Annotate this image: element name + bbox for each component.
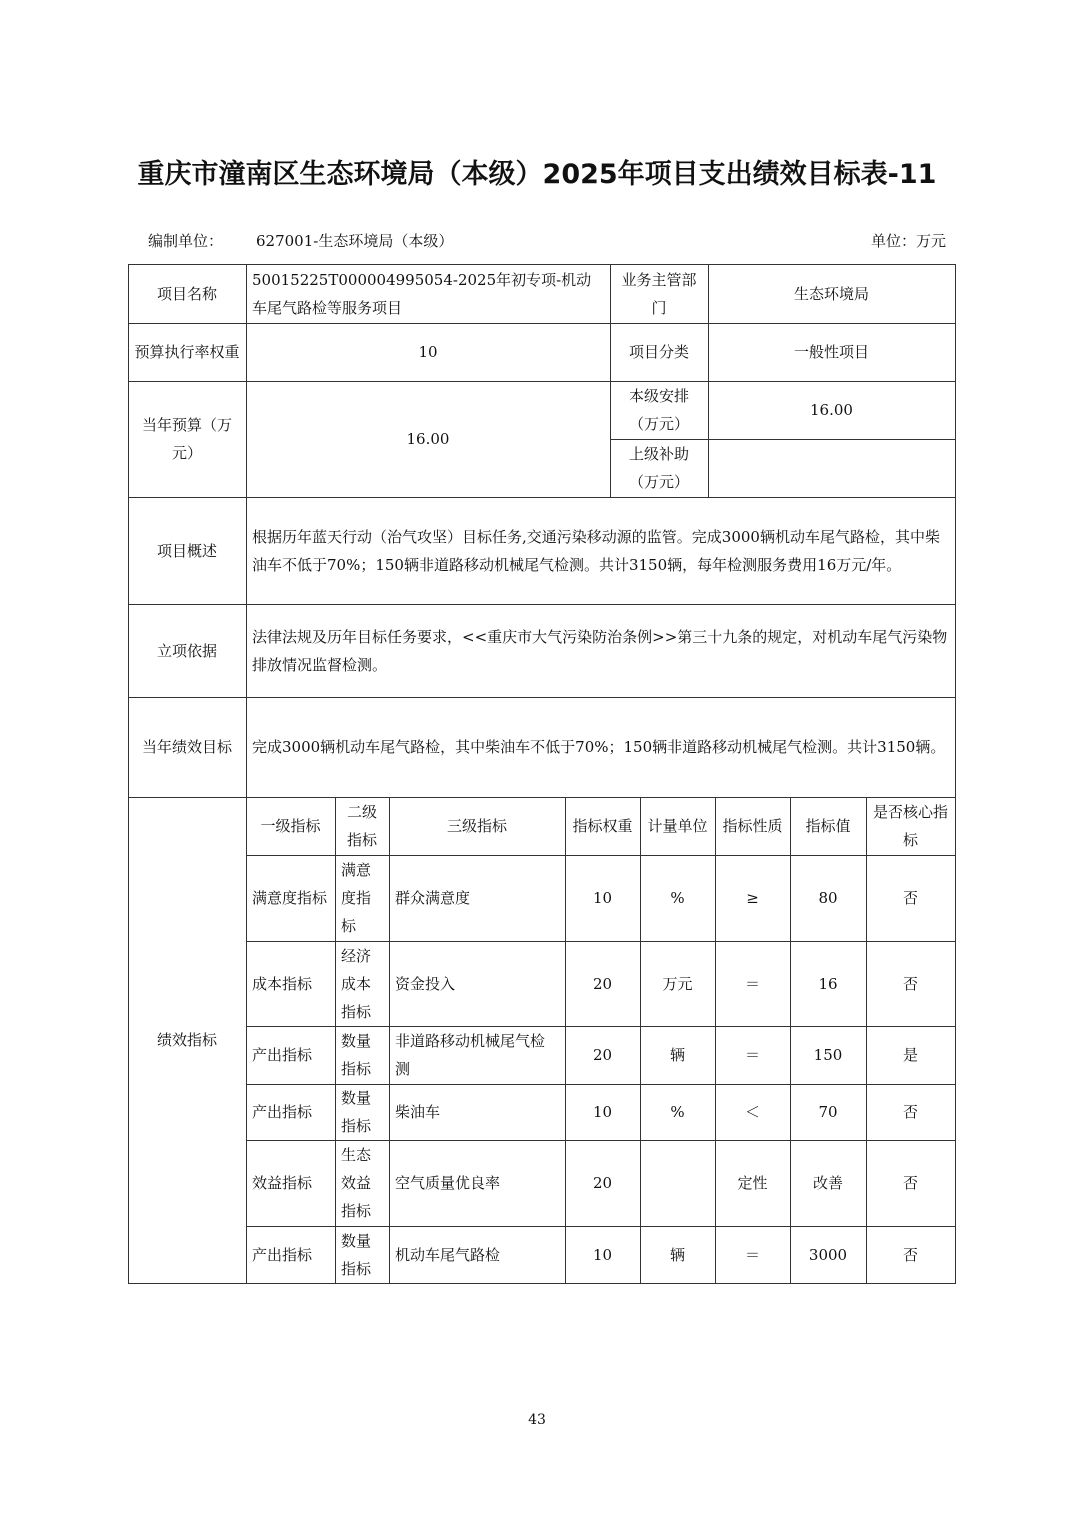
table-cell-text: 万元 bbox=[662, 974, 693, 993]
table-cell bbox=[246, 855, 335, 941]
table-cell-text: 效益指标 bbox=[252, 1174, 313, 1192]
project-name-label bbox=[128, 264, 246, 323]
column-header-text: 是否核心指标 bbox=[872, 803, 948, 849]
table-cell bbox=[715, 1140, 790, 1226]
table-cell-text: 柴油车 bbox=[395, 1103, 441, 1121]
category-label bbox=[610, 323, 708, 381]
table-cell-text: ＝ bbox=[744, 1046, 760, 1064]
table-cell bbox=[866, 1140, 955, 1226]
table-cell-text: 辆 bbox=[669, 1245, 685, 1264]
table-border bbox=[128, 1283, 956, 1284]
table-cell bbox=[246, 941, 335, 1026]
overview-label bbox=[128, 497, 246, 604]
perf-label-text: 绩效指标 bbox=[156, 1031, 217, 1049]
project-name-label-text: 项目名称 bbox=[156, 284, 217, 303]
table-cell-text: 否 bbox=[902, 974, 918, 993]
budget-value bbox=[246, 381, 610, 497]
column-header bbox=[790, 797, 866, 855]
overview-label-text: 项目概述 bbox=[156, 541, 217, 560]
table-cell-text: 辆 bbox=[669, 1046, 685, 1064]
goal-value bbox=[246, 697, 955, 797]
table-cell bbox=[246, 1140, 335, 1226]
table-cell-text: ＜ bbox=[744, 1103, 760, 1121]
table-cell bbox=[565, 1026, 640, 1084]
table-border bbox=[955, 264, 956, 1284]
table-cell bbox=[335, 1084, 389, 1140]
table-cell bbox=[715, 855, 790, 941]
column-header bbox=[715, 797, 790, 855]
table-cell-text: 机动车尾气路检 bbox=[395, 1245, 501, 1264]
column-header bbox=[389, 797, 565, 855]
table-cell bbox=[715, 1026, 790, 1084]
page-title: 重庆市潼南区生态环境局（本级）2025年项目支出绩效目标表-11 bbox=[137, 159, 937, 190]
table-cell-text: ＝ bbox=[744, 1245, 760, 1264]
basis-label-text: 立项依据 bbox=[156, 641, 217, 660]
column-header-text: 三级指标 bbox=[446, 817, 507, 835]
column-header-text: 指标性质 bbox=[722, 817, 783, 835]
table-cell-text: 否 bbox=[902, 1245, 918, 1264]
table-cell bbox=[640, 1226, 715, 1283]
table-cell-text: ≥ bbox=[746, 889, 759, 907]
table-cell-text: 定性 bbox=[737, 1174, 768, 1192]
budget-label-text: 当年预算（万元） bbox=[141, 416, 232, 462]
table-cell bbox=[640, 1140, 715, 1226]
table-cell bbox=[389, 855, 565, 941]
table-cell bbox=[790, 1084, 866, 1140]
weight-label bbox=[128, 323, 246, 381]
table-cell bbox=[866, 1084, 955, 1140]
table-cell bbox=[246, 1084, 335, 1140]
table-cell-text: 产出指标 bbox=[252, 1046, 313, 1064]
table-cell-text: 生态效益指标 bbox=[341, 1146, 372, 1220]
table-cell bbox=[389, 1140, 565, 1226]
table-cell bbox=[335, 1026, 389, 1084]
basis-value bbox=[246, 604, 955, 697]
table-cell-text: 150 bbox=[813, 1046, 843, 1064]
table-cell-text: 否 bbox=[902, 889, 918, 907]
upper-label-text: 上级补助（万元） bbox=[628, 445, 689, 491]
table-cell-text: 20 bbox=[592, 1046, 613, 1064]
local-value bbox=[708, 381, 955, 439]
table-cell bbox=[866, 941, 955, 1026]
table-cell-text: 数量指标 bbox=[341, 1089, 372, 1135]
table-cell-text: 满意度指标 bbox=[252, 889, 328, 907]
column-header-text: 二级指标 bbox=[346, 803, 377, 849]
table-cell bbox=[640, 1084, 715, 1140]
table-cell-text: 资金投入 bbox=[395, 974, 456, 993]
table-cell bbox=[389, 1026, 565, 1084]
unit-label: 编制单位： bbox=[148, 232, 224, 250]
column-header bbox=[335, 797, 389, 855]
table-cell-text: 经济成本指标 bbox=[341, 946, 372, 1021]
category-label-text: 项目分类 bbox=[628, 343, 689, 361]
table-cell-text: 3000 bbox=[808, 1245, 848, 1264]
table-cell bbox=[389, 1084, 565, 1140]
upper-value bbox=[708, 439, 955, 497]
dept-label-text: 业务主管部门 bbox=[621, 270, 697, 317]
table-cell bbox=[565, 941, 640, 1026]
dept-value-text: 生态环境局 bbox=[793, 284, 869, 303]
table-cell bbox=[389, 1226, 565, 1283]
table-cell bbox=[866, 855, 955, 941]
table-cell bbox=[640, 855, 715, 941]
table-cell bbox=[715, 1084, 790, 1140]
dept-label bbox=[610, 264, 708, 323]
table-cell bbox=[335, 855, 389, 941]
weight-value-text: 10 bbox=[418, 343, 438, 361]
local-label-text: 本级安排（万元） bbox=[628, 387, 689, 433]
table-cell-text: 满意度指标 bbox=[341, 861, 372, 935]
budget-value-text: 16.00 bbox=[406, 430, 450, 448]
goal-label-text: 当年绩效目标 bbox=[141, 738, 232, 756]
category-value bbox=[708, 323, 955, 381]
table-cell bbox=[640, 1026, 715, 1084]
column-header bbox=[640, 797, 715, 855]
goal-label bbox=[128, 697, 246, 797]
page-number: 43 bbox=[528, 1412, 546, 1428]
table-cell bbox=[790, 1026, 866, 1084]
table-cell-text: 70 bbox=[818, 1103, 838, 1121]
table-cell-text: 10 bbox=[592, 1103, 613, 1121]
column-header bbox=[866, 797, 955, 855]
table-cell-text: 80 bbox=[818, 889, 838, 907]
table-cell bbox=[565, 855, 640, 941]
table-cell bbox=[790, 1140, 866, 1226]
category-value-text: 一般性项目 bbox=[793, 343, 869, 361]
table-cell bbox=[246, 1226, 335, 1283]
table-cell bbox=[790, 855, 866, 941]
table-cell bbox=[335, 941, 389, 1026]
table-cell-text: 改善 bbox=[812, 1174, 843, 1192]
column-header-text: 计量单位 bbox=[647, 817, 708, 835]
table-cell-text: 数量指标 bbox=[341, 1032, 372, 1078]
table-cell-text: 否 bbox=[902, 1174, 918, 1192]
table-cell-text: 产出指标 bbox=[252, 1245, 313, 1264]
local-label bbox=[610, 381, 708, 439]
overview-value bbox=[246, 497, 955, 604]
table-cell-text: 成本指标 bbox=[252, 974, 313, 993]
table-cell-text: 20 bbox=[592, 1174, 613, 1192]
weight-label-text: 预算执行率权重 bbox=[134, 343, 240, 361]
column-header-text: 指标权重 bbox=[572, 817, 633, 835]
table-cell bbox=[640, 941, 715, 1026]
currency-unit: 单位：万元 bbox=[870, 232, 946, 250]
upper-label bbox=[610, 439, 708, 497]
column-header bbox=[246, 797, 335, 855]
table-cell-text: 10 bbox=[592, 889, 613, 907]
local-value-text: 16.00 bbox=[810, 401, 853, 419]
project-name-value bbox=[246, 264, 610, 323]
table-cell bbox=[246, 1026, 335, 1084]
table-cell bbox=[565, 1084, 640, 1140]
column-header-text: 指标值 bbox=[805, 817, 851, 835]
table-cell bbox=[866, 1026, 955, 1084]
dept-value bbox=[708, 264, 955, 323]
table-cell bbox=[715, 941, 790, 1026]
table-cell-text: 群众满意度 bbox=[395, 889, 471, 907]
table-cell-text: 16 bbox=[818, 974, 838, 993]
table-cell-text: 10 bbox=[592, 1245, 613, 1264]
table-cell-text: 数量指标 bbox=[341, 1231, 372, 1278]
goal-value-text: 完成3000辆机动车尾气路检，其中柴油车不低于70%；150辆非道路移动机械尾气检测。共计3150辆。 bbox=[252, 738, 946, 756]
table-cell bbox=[565, 1140, 640, 1226]
table-cell bbox=[790, 1226, 866, 1283]
column-header-text: 一级指标 bbox=[260, 817, 321, 835]
column-header bbox=[565, 797, 640, 855]
table-cell bbox=[389, 941, 565, 1026]
table-cell-text: 20 bbox=[592, 974, 613, 993]
table-cell-text: 空气质量优良率 bbox=[395, 1174, 501, 1192]
basis-label bbox=[128, 604, 246, 697]
table-cell bbox=[565, 1226, 640, 1283]
table-cell-text: ＝ bbox=[744, 974, 760, 993]
project-name-value-text: 50015225T000004995054-2025年初专项-机动车尾气路检等服务项目 bbox=[252, 270, 592, 317]
table-cell bbox=[790, 941, 866, 1026]
table-cell-text: 是 bbox=[902, 1046, 918, 1064]
overview-value-text: 根据历年蓝天行动（治气攻坚）目标任务,交通污染移动源的监管。完成3000辆机动车尾气路检，其中柴油车不低于70%；150辆非道路移动机械尾气检测。共计3150辆，每年检测服务费用16万元/年。 bbox=[252, 527, 940, 574]
table-cell bbox=[715, 1226, 790, 1283]
weight-value bbox=[246, 323, 610, 381]
table-cell-text: 否 bbox=[902, 1103, 918, 1121]
unit-value: 627001-生态环境局（本级） bbox=[256, 232, 454, 250]
perf-label bbox=[128, 797, 246, 1283]
budget-label bbox=[128, 381, 246, 497]
table-cell-text: 非道路移动机械尾气检测 bbox=[395, 1032, 546, 1078]
table-cell-text: 产出指标 bbox=[252, 1103, 313, 1121]
basis-value-text: 法律法规及历年目标任务要求，<<重庆市大气污染防治条例>>第三十九条的规定，对机动车尾气污染物排放情况监督检测。 bbox=[252, 627, 948, 674]
table-cell bbox=[866, 1226, 955, 1283]
table-cell bbox=[335, 1140, 389, 1226]
table-cell-text: % bbox=[670, 889, 685, 907]
table-cell bbox=[335, 1226, 389, 1283]
table-cell-text: % bbox=[670, 1103, 685, 1121]
